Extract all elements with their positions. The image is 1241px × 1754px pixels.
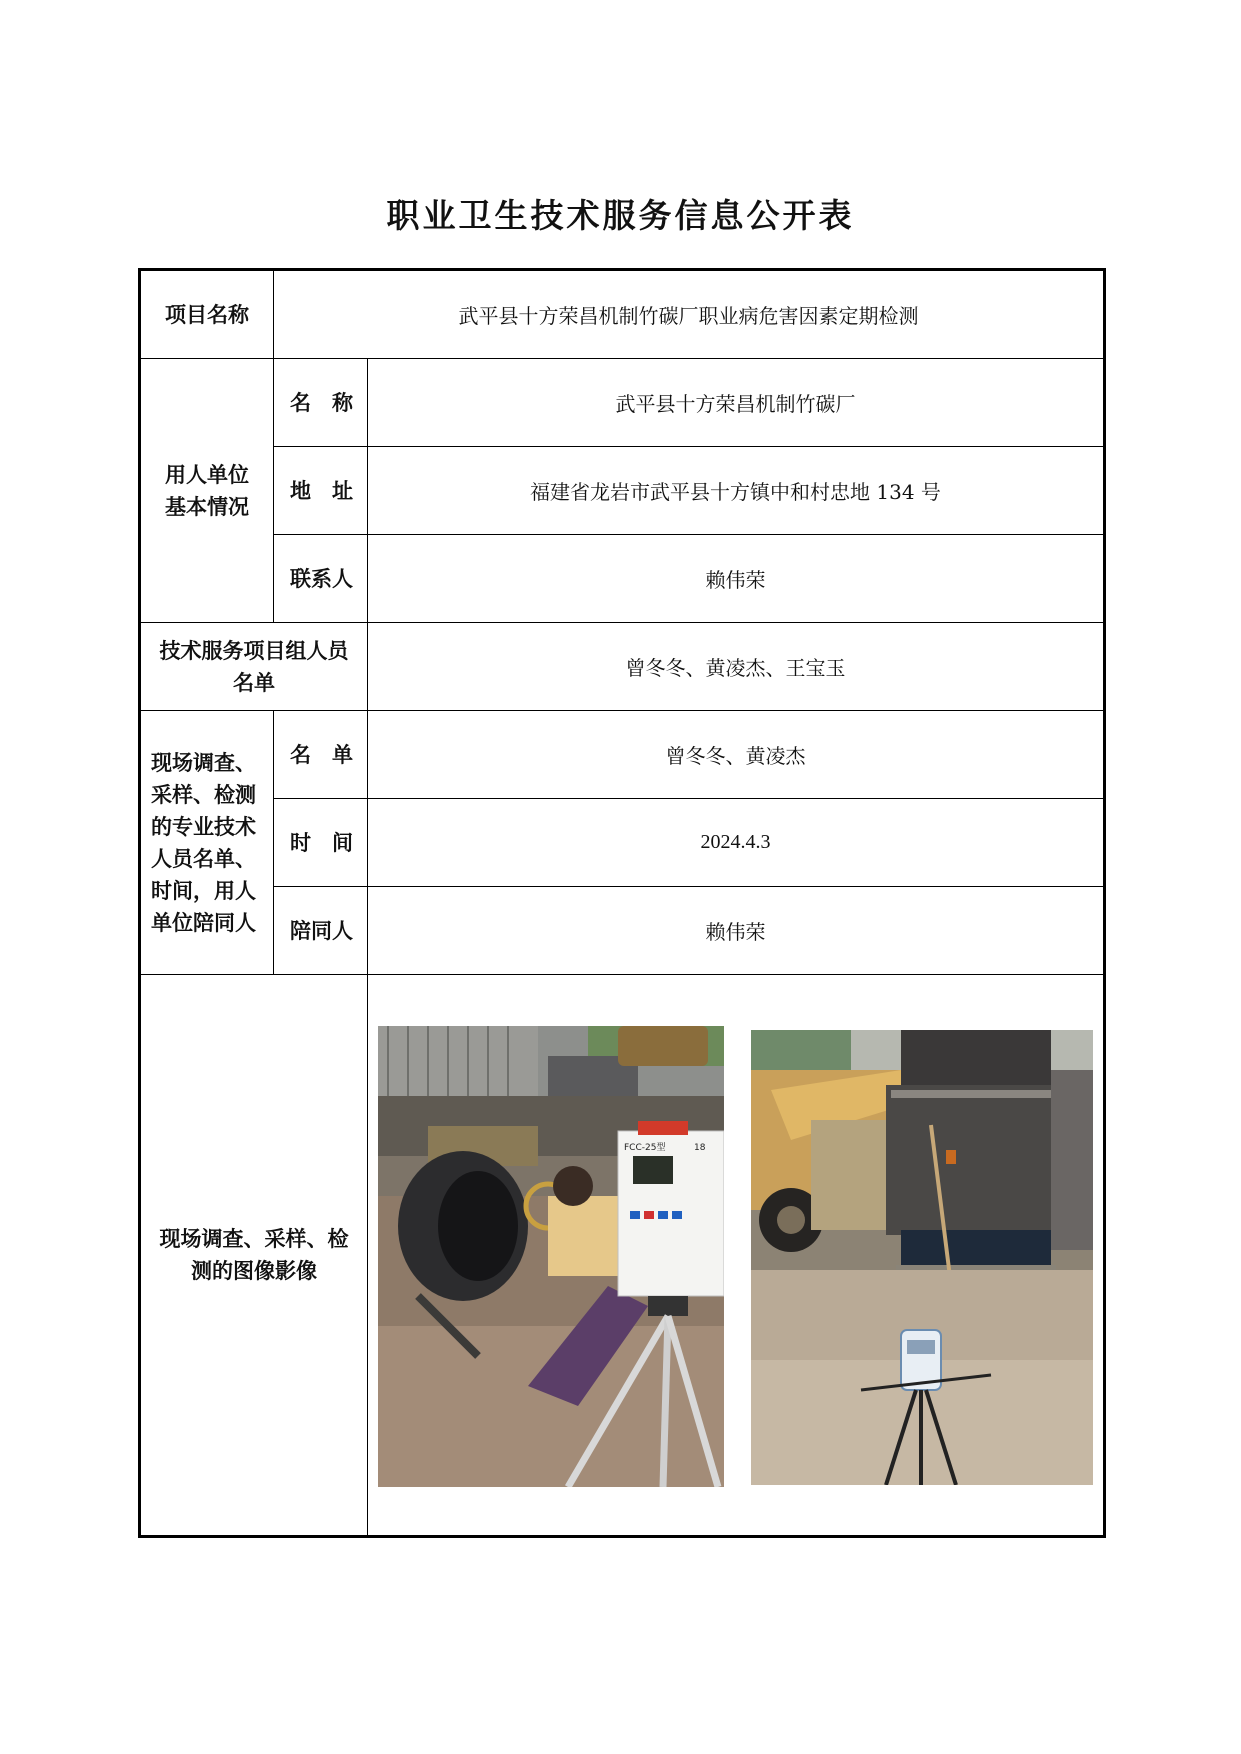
row-images: [140, 975, 1105, 1537]
onsite-time-value: 2024.4.3: [368, 799, 1105, 887]
meter-number-text: 18: [694, 1143, 706, 1153]
team-value: 曾冬冬、黄凌杰、王宝玉: [368, 623, 1105, 711]
project-name-label: 项目名称: [140, 270, 274, 359]
employer-name-value: 武平县十方荣昌机制竹碳厂: [368, 359, 1105, 447]
page-title: 职业卫生技术服务信息公开表: [386, 196, 855, 235]
project-name-value: 武平县十方荣昌机制竹碳厂职业病危害因素定期检测: [274, 270, 1105, 359]
row-onsite-time: [140, 799, 1105, 887]
info-table: [138, 268, 1106, 1538]
employer-address-label: 地 址: [274, 447, 368, 535]
row-onsite-escort: [140, 887, 1105, 975]
site-photo-right: [751, 1030, 1093, 1485]
row-employer-contact: [140, 535, 1105, 623]
onsite-escort-value: 赖伟荣: [368, 887, 1105, 975]
employer-contact-label: 联系人: [274, 535, 368, 623]
row-employer-name: [140, 359, 1105, 447]
images-label: 现场调查、采样、检测的图像影像: [140, 975, 368, 1537]
employer-name-label: 名 称: [274, 359, 368, 447]
row-employer-address: [140, 447, 1105, 535]
onsite-time-label: 时 间: [274, 799, 368, 887]
row-team: [140, 623, 1105, 711]
site-photo-left: [378, 1026, 724, 1487]
images-cell: [368, 975, 1105, 1537]
onsite-names-value: 曾冬冬、黄凌杰: [368, 711, 1105, 799]
employer-address-value: 福建省龙岩市武平县十方镇中和村忠地 134 号: [368, 447, 1105, 535]
row-project-name: [140, 270, 1105, 359]
team-label: 技术服务项目组人员名单: [140, 623, 368, 711]
employer-label: 用人单位基本情况: [140, 359, 274, 623]
row-onsite-names: [140, 711, 1105, 799]
onsite-names-label: 名 单: [274, 711, 368, 799]
onsite-label: 现场调查、采样、检测的专业技术人员名单、时间，用人单位陪同人: [140, 711, 274, 975]
meter-brand-text: FCC-25型: [624, 1143, 666, 1153]
photo-area: [368, 975, 1103, 1535]
onsite-escort-label: 陪同人: [274, 887, 368, 975]
employer-contact-value: 赖伟荣: [368, 535, 1105, 623]
